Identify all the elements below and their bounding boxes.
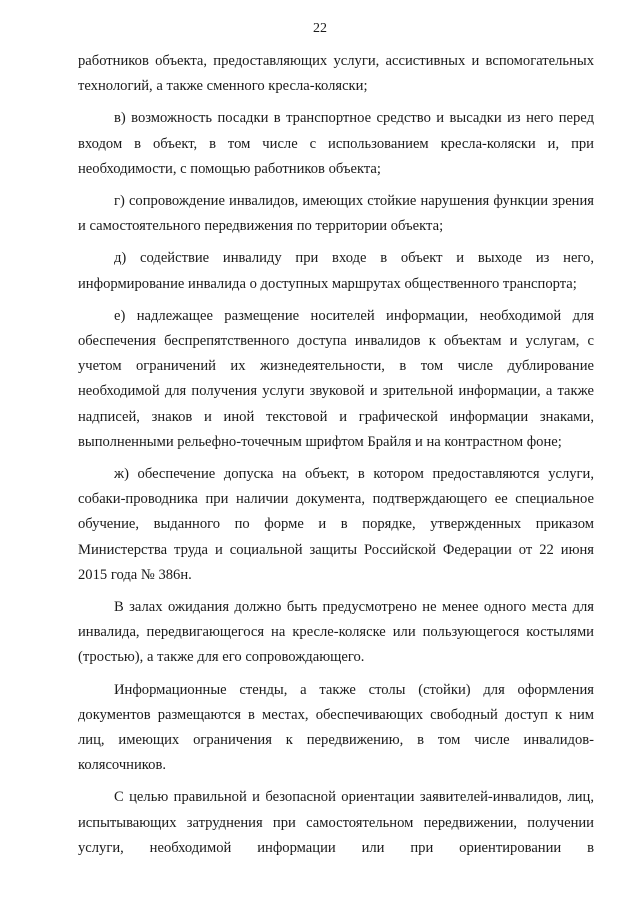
paragraph-item-v: в) возможность посадки в транспортное средство и высадки из него перед входом в объект, в том числе с использованием кресла-коляски и, при необходимости, с помощью работников объекта;	[78, 110, 594, 177]
paragraph-waiting-halls: В залах ожидания должно быть предусмотрено не менее одного места для инвалида, передвигающегося на кресле-коляске или пользующегося костылями (тростью), а также для его сопровождающего.	[78, 599, 594, 666]
paragraph-item-g: г) сопровождение инвалидов, имеющих стойкие нарушения функции зрения и самостоятельного передвижения по территории объекта;	[78, 193, 594, 235]
paragraph-continuation: работников объекта, предоставляющих услуги, ассистивных и вспомогательных технологий, а также сменного кресла-коляски;	[78, 53, 594, 95]
document-body	[78, 49, 594, 861]
paragraph-item-zh: ж) обеспечение допуска на объект, в котором предоставляются услуги, собаки-проводника при наличии документа, подтверждающего ее специальное обучение, выданного по форме и в порядке, утвержденных приказом Министерства труда и социальной защиты Российской Федерации от 22 июня 2015 года № 386н.	[78, 466, 594, 583]
paragraph-info-stands: Информационные стенды, а также столы (стойки) для оформления документов размещаются в местах, обеспечивающих свободный доступ к ним лиц, имеющих ограничения к передвижению, в том числе инвалидов-колясочников.	[78, 681, 594, 774]
paragraph-item-d: д) содействие инвалиду при входе в объект и выходе из него, информирование инвалида о доступных маршрутах общественного транспорта;	[78, 250, 594, 292]
paragraph-item-e: е) надлежащее размещение носителей информации, необходимой для обеспечения беспрепятственного доступа инвалидов к объектам и услугам, с учетом ограничений их жизнедеятельности, в том числе дублирование необходимой для получения услуги звуковой и зрительной информации, а также надписей, знаков и иной текстовой и графической информации знаками, выполненными рельефно-точечным шрифтом Брайля и на контрастном фоне;	[78, 307, 594, 450]
page-number: 22	[313, 21, 327, 36]
paragraph-orientation: С целью правильной и безопасной ориентации заявителей-инвалидов, лиц, испытывающих затруднения при самостоятельном передвижении, получении услуги, необходимой информации или при ориентировании в	[78, 789, 594, 856]
